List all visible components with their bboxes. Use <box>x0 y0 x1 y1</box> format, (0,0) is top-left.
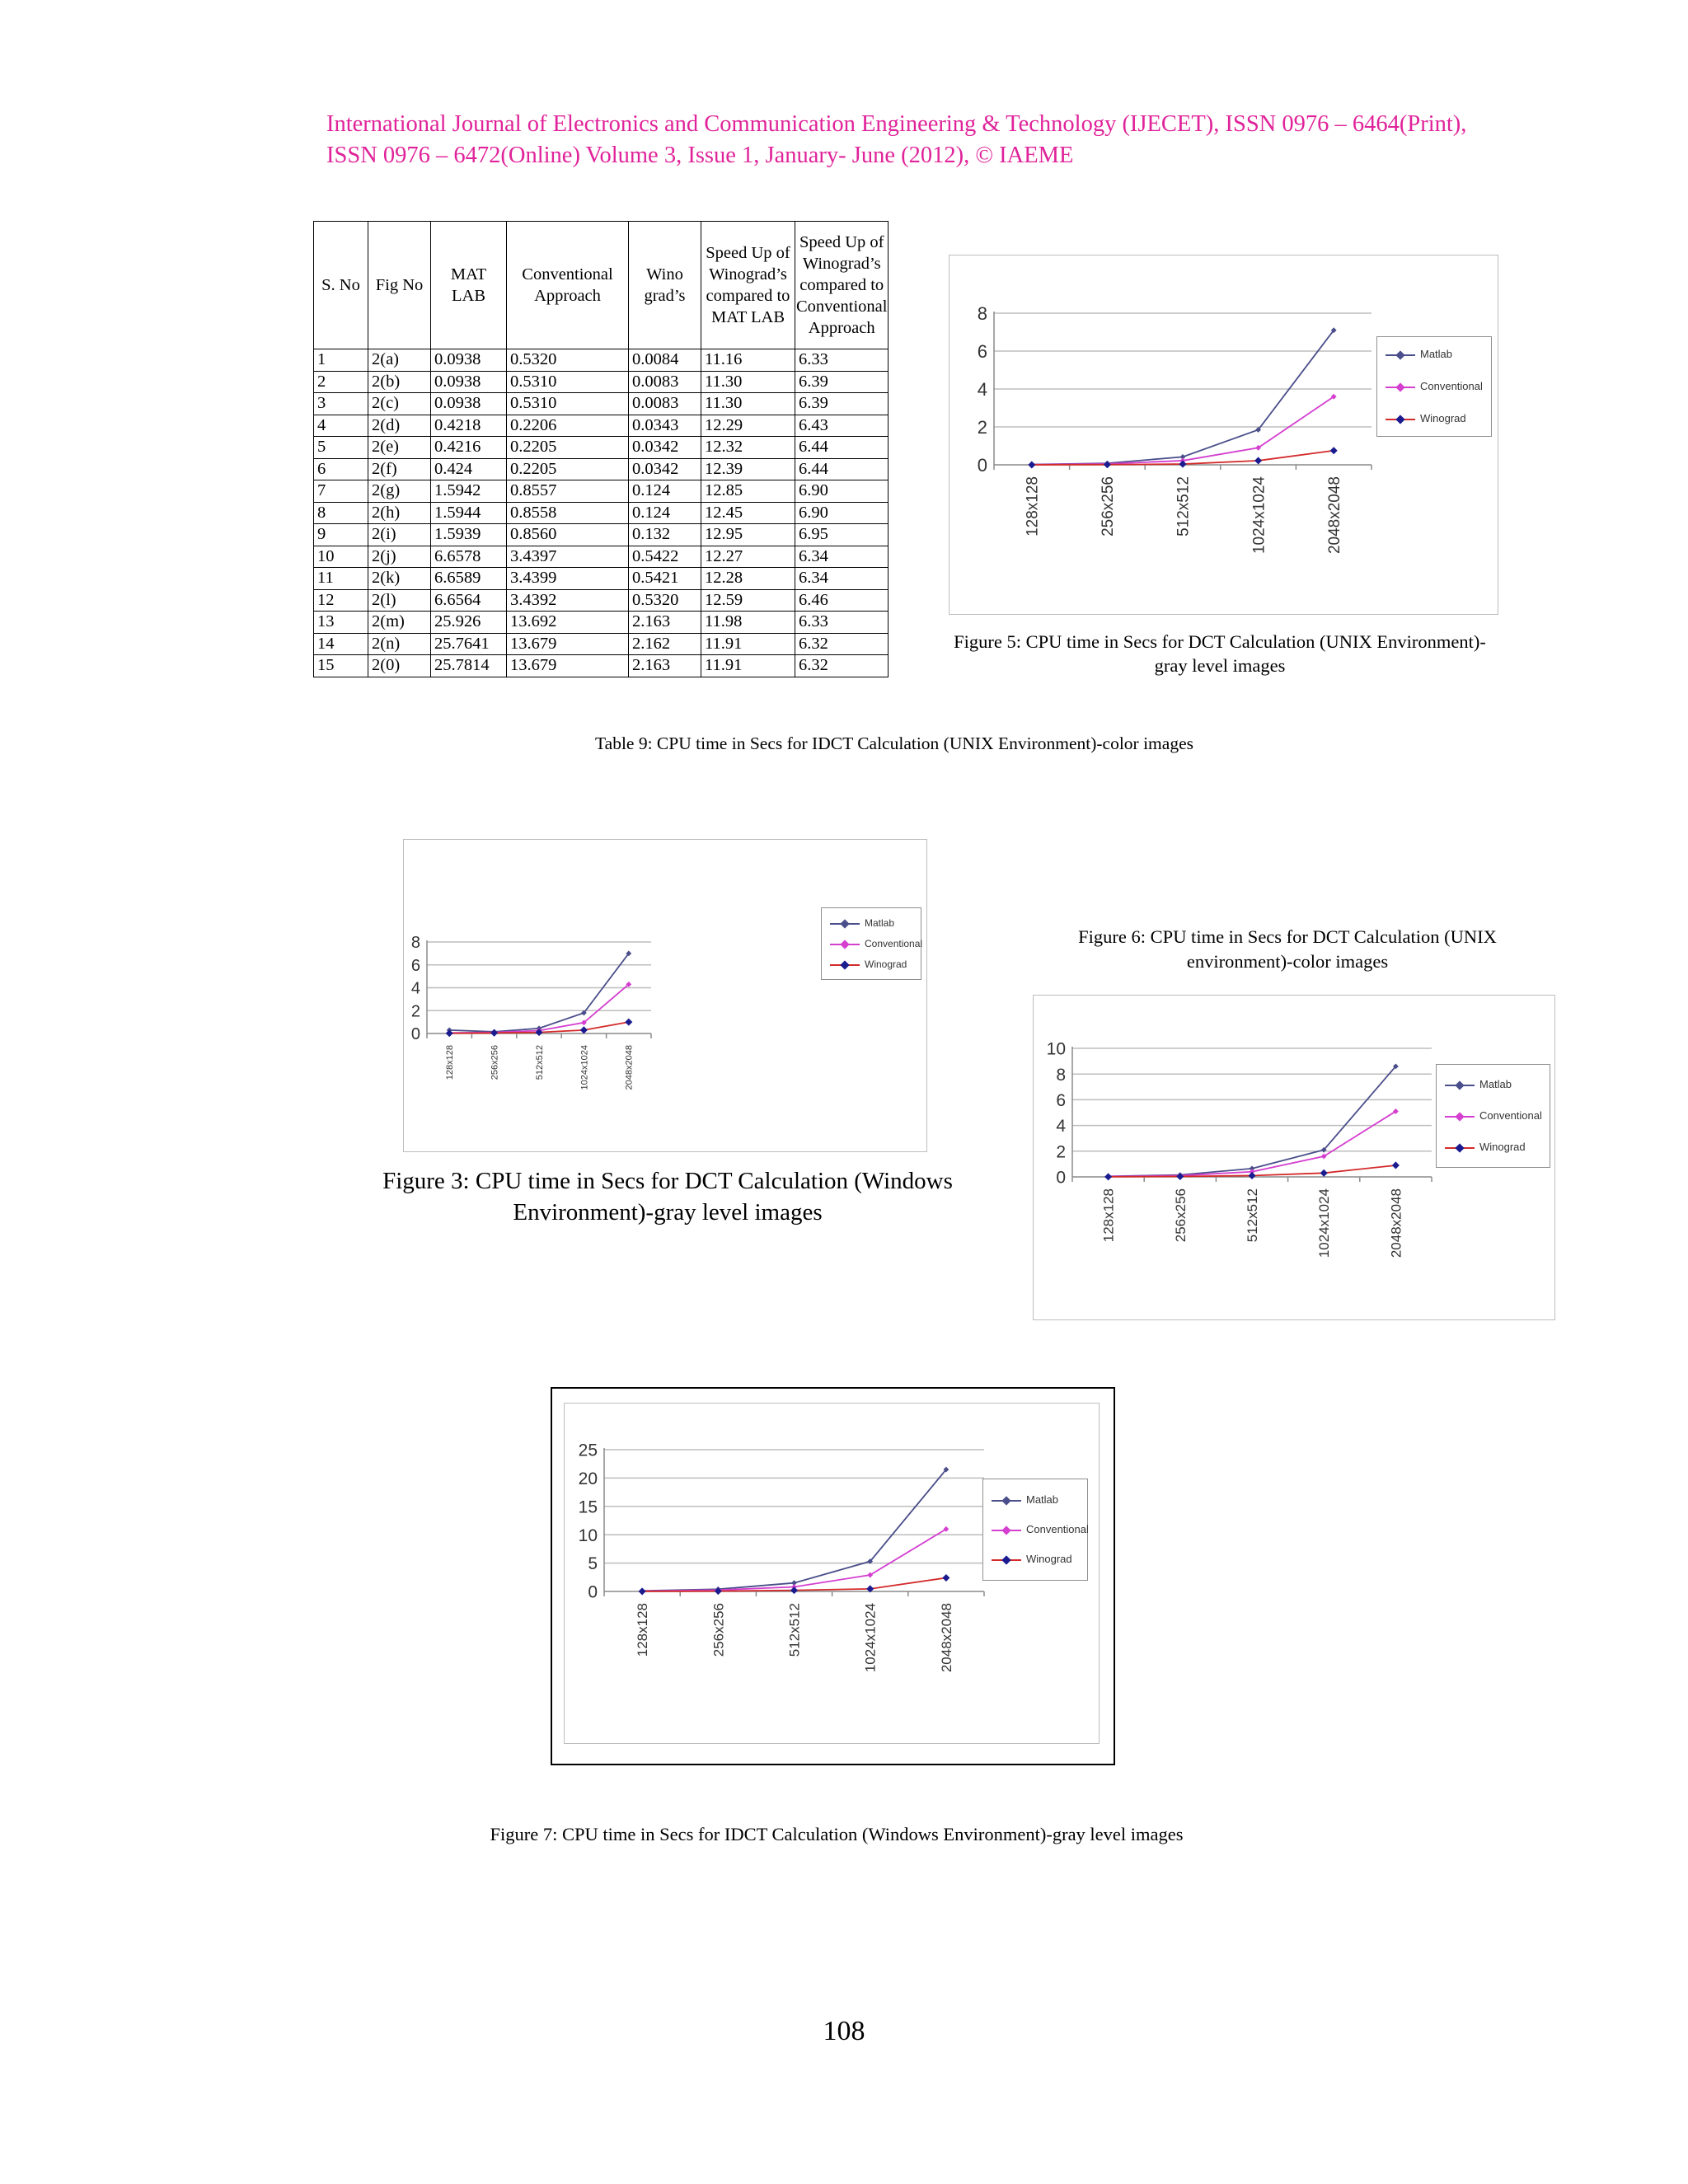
x-tick-label: 1024x1024 <box>579 1045 590 1090</box>
figure-6-caption: Figure 6: CPU time in Secs for DCT Calculation (UNIX environment)-color images <box>1078 926 1497 972</box>
table-cell: 0.124 <box>629 502 701 524</box>
table-cell: 2(d) <box>368 415 431 437</box>
table-row <box>314 415 889 437</box>
table-cell: 6.33 <box>795 349 889 372</box>
data-point <box>625 1019 632 1026</box>
table-cell: 6.44 <box>795 437 889 459</box>
table-cell: 12 <box>314 589 368 612</box>
table-cell: 12.29 <box>701 415 795 437</box>
page-number: 108 <box>823 2016 865 2046</box>
data-point <box>1330 447 1338 454</box>
figure-7-frame <box>564 1403 1100 1744</box>
table-cell: 0.132 <box>629 524 701 546</box>
figure-5-frame <box>949 255 1498 615</box>
table-cell: 6.39 <box>795 371 889 393</box>
table-cell: 0.8557 <box>507 480 629 503</box>
figure-5-legend <box>1376 336 1492 437</box>
figure-6-frame <box>1033 995 1555 1320</box>
table-cell: 11.98 <box>701 612 795 634</box>
table-header-cell: Conventional Approach <box>507 222 629 349</box>
table-cell: 2(e) <box>368 437 431 459</box>
legend-item <box>1377 411 1491 451</box>
table-cell: 13.692 <box>507 612 629 634</box>
table-cell: 0.2205 <box>507 437 629 459</box>
table-caption: Table 9: CPU time in Secs for IDCT Calculation (UNIX Environment)-color images <box>595 733 1193 753</box>
x-tick-label: 512x512 <box>786 1603 803 1657</box>
data-point <box>942 1574 950 1582</box>
table-cell: 13.679 <box>507 655 629 677</box>
figure-7-legend <box>982 1479 1088 1581</box>
table-cell: 0.8558 <box>507 502 629 524</box>
table-cell: 0.0083 <box>629 371 701 393</box>
table-cell: 0.0343 <box>629 415 701 437</box>
table-cell: 2.163 <box>629 655 701 677</box>
y-tick-label: 0 <box>977 454 987 476</box>
legend-item <box>1437 1140 1550 1179</box>
legend-label: Conventional <box>1479 1108 1542 1122</box>
table-cell: 25.7641 <box>431 633 507 655</box>
x-tick-label: 128x128 <box>1100 1188 1117 1243</box>
y-tick-label: 0 <box>410 1025 420 1044</box>
x-tick-label: 512x512 <box>1244 1188 1260 1243</box>
legend-marker-swatch <box>1455 1080 1464 1090</box>
table-cell: 0.0342 <box>629 458 701 480</box>
table-cell: 25.926 <box>431 612 507 634</box>
table-cell: 0.0938 <box>431 393 507 415</box>
table-cell: 5 <box>314 437 368 459</box>
x-tick-label: 2048x2048 <box>1325 476 1343 555</box>
table-cell: 2(j) <box>368 546 431 568</box>
table-cell: 0.5422 <box>629 546 701 568</box>
table-cell: 3 <box>314 393 368 415</box>
figure-6-legend <box>1436 1064 1550 1168</box>
y-tick-label: 20 <box>578 1469 598 1488</box>
y-tick-label: 15 <box>578 1497 598 1517</box>
table-cell: 2(i) <box>368 524 431 546</box>
table-cell: 0.0084 <box>629 349 701 372</box>
y-tick-label: 8 <box>977 302 987 324</box>
table-cell: 6.33 <box>795 612 889 634</box>
legend-label: Matlab <box>1420 347 1453 360</box>
data-point <box>639 1587 646 1595</box>
table-cell: 2.163 <box>629 612 701 634</box>
table-cell: 2(m) <box>368 612 431 634</box>
legend-label: Winograd <box>1420 411 1466 424</box>
x-tick-label: 512x512 <box>534 1045 545 1080</box>
x-tick-label: 1024x1024 <box>862 1603 879 1673</box>
legend-marker-swatch <box>1001 1496 1010 1505</box>
data-point <box>1104 1173 1112 1180</box>
legend-marker-swatch <box>840 919 849 928</box>
series-line-matlab <box>642 1469 946 1591</box>
table-cell: 12.59 <box>701 589 795 612</box>
table-cell: 11 <box>314 568 368 590</box>
table-header-row <box>314 222 889 349</box>
table-cell: 0.424 <box>431 458 507 480</box>
x-tick-label: 128x128 <box>1024 476 1042 537</box>
table-cell: 6.95 <box>795 524 889 546</box>
y-tick-label: 2 <box>1056 1142 1066 1162</box>
table-cell: 0.8560 <box>507 524 629 546</box>
table-cell: 6.32 <box>795 655 889 677</box>
data-point <box>1104 461 1111 468</box>
legend-label: Matlab <box>1479 1077 1512 1090</box>
table-cell: 1.5942 <box>431 480 507 503</box>
table-cell: 11.91 <box>701 633 795 655</box>
table-cell: 14 <box>314 633 368 655</box>
legend-label: Conventional <box>1026 1522 1089 1535</box>
table-row <box>314 546 889 568</box>
table-cell: 6.6589 <box>431 568 507 590</box>
table-row <box>314 349 889 372</box>
y-tick-label: 10 <box>578 1526 598 1545</box>
data-point <box>580 1026 588 1033</box>
data-point <box>1254 457 1262 464</box>
table-cell: 6.32 <box>795 633 889 655</box>
table-cell: 12.27 <box>701 546 795 568</box>
y-tick-label: 25 <box>578 1441 598 1460</box>
table-cell: 2(n) <box>368 633 431 655</box>
table-cell: 0.5320 <box>507 349 629 372</box>
table-cell: 2.162 <box>629 633 701 655</box>
table-cell: 2(a) <box>368 349 431 372</box>
y-tick-label: 4 <box>1056 1117 1066 1137</box>
y-tick-label: 6 <box>410 956 420 975</box>
table-header-cell: Wino grad’s <box>629 222 701 349</box>
table-cell: 12.45 <box>701 502 795 524</box>
table-cell: 0.0342 <box>629 437 701 459</box>
table-row <box>314 393 889 415</box>
table-cell: 13.679 <box>507 633 629 655</box>
x-tick-label: 256x256 <box>710 1603 727 1657</box>
table-cell: 1 <box>314 349 368 372</box>
table-cell: 0.5310 <box>507 393 629 415</box>
table-cell: 1.5939 <box>431 524 507 546</box>
figure-3-legend <box>821 907 921 980</box>
y-tick-label: 6 <box>1056 1090 1066 1110</box>
table-cell: 0.124 <box>629 480 701 503</box>
legend-label: Matlab <box>865 916 895 929</box>
legend-marker-swatch <box>1395 350 1404 359</box>
legend-label: Winograd <box>865 958 907 970</box>
table-cell: 6.44 <box>795 458 889 480</box>
table-cell: 2(g) <box>368 480 431 503</box>
table-cell: 11.91 <box>701 655 795 677</box>
x-tick-label: 128x128 <box>445 1045 456 1080</box>
data-point <box>1176 1173 1184 1180</box>
data-point <box>1392 1161 1400 1169</box>
y-tick-label: 4 <box>977 378 987 400</box>
table-cell: 3.4399 <box>507 568 629 590</box>
table-row <box>314 480 889 503</box>
figure-7-caption: Figure 7: CPU time in Secs for IDCT Calculation (Windows Environment)-gray level images <box>490 1824 1184 1844</box>
figure-3-caption: Figure 3: CPU time in Secs for DCT Calculation (Windows Environment)-gray level images <box>382 1168 953 1226</box>
table-cell: 6.46 <box>795 589 889 612</box>
table-cell: 25.7814 <box>431 655 507 677</box>
table-cell: 0.0938 <box>431 371 507 393</box>
series-line-matlab <box>1032 330 1334 465</box>
table-header-cell: MAT LAB <box>431 222 507 349</box>
table-cell: 0.4216 <box>431 437 507 459</box>
y-tick-label: 2 <box>410 1002 420 1021</box>
table-cell: 6.6564 <box>431 589 507 612</box>
data-point <box>1028 461 1035 468</box>
table-row <box>314 371 889 393</box>
table-header-cell: Speed Up of Winograd’s compared to MAT LAB <box>701 222 795 349</box>
table-cell: 3.4392 <box>507 589 629 612</box>
x-tick-label: 256x256 <box>1172 1188 1189 1243</box>
legend-label: Matlab <box>1026 1493 1059 1506</box>
y-tick-label: 5 <box>588 1554 598 1574</box>
series-line-matlab <box>1109 1066 1396 1176</box>
x-tick-label: 256x256 <box>490 1045 500 1080</box>
table-cell: 3.4397 <box>507 546 629 568</box>
x-tick-label: 1024x1024 <box>1250 476 1268 555</box>
table-cell: 12.39 <box>701 458 795 480</box>
table-cell: 10 <box>314 546 368 568</box>
table-cell: 9 <box>314 524 368 546</box>
legend-label: Winograd <box>1026 1552 1072 1565</box>
table-cell: 13 <box>314 612 368 634</box>
table-cell: 8 <box>314 502 368 524</box>
x-tick-label: 512x512 <box>1175 476 1193 537</box>
table-cell: 2(h) <box>368 502 431 524</box>
y-tick-label: 0 <box>588 1582 598 1602</box>
table-cell: 2(0) <box>368 655 431 677</box>
x-tick-label: 1024x1024 <box>1316 1188 1333 1258</box>
y-tick-label: 8 <box>1056 1065 1066 1085</box>
table-cell: 2(c) <box>368 393 431 415</box>
data-point <box>1320 1169 1328 1177</box>
table-row <box>314 655 889 677</box>
table-cell: 11.30 <box>701 393 795 415</box>
table-header-cell: Speed Up of Winograd’s compared to Conventional Approach <box>795 222 889 349</box>
data-point <box>490 1029 498 1037</box>
table-cell: 7 <box>314 480 368 503</box>
table-cell: 2(k) <box>368 568 431 590</box>
table-cell: 11.30 <box>701 371 795 393</box>
figure-3-frame <box>403 839 927 1152</box>
y-tick-label: 8 <box>410 934 420 953</box>
table-row <box>314 612 889 634</box>
table-cell: 6 <box>314 458 368 480</box>
y-tick-label: 2 <box>977 416 987 438</box>
table-row <box>314 633 889 655</box>
table-cell: 15 <box>314 655 368 677</box>
table-cell: 12.85 <box>701 480 795 503</box>
y-tick-label: 4 <box>410 979 420 998</box>
table-header-cell: Fig No <box>368 222 431 349</box>
table-row <box>314 589 889 612</box>
x-tick-label: 2048x2048 <box>938 1603 954 1673</box>
legend-label: Winograd <box>1479 1140 1526 1153</box>
table-cell: 0.2206 <box>507 415 629 437</box>
table-cell: 0.5320 <box>629 589 701 612</box>
table-cell: 12.32 <box>701 437 795 459</box>
table-row <box>314 437 889 459</box>
journal-header: International Journal of Electronics and Communication Engineering & Technology (IJECET), ISSN 0976 – 6464(Print), ISSN 0976 – 6472(Online) Volume 3, Issue 1, January- June (2012), © IAEME <box>326 111 1467 168</box>
figure-5-caption: Figure 5: CPU time in Secs for DCT Calculation (UNIX Environment)-gray level images <box>954 631 1486 676</box>
table-cell: 12.28 <box>701 568 795 590</box>
legend-item <box>822 958 921 985</box>
table-cell: 6.39 <box>795 393 889 415</box>
table-cell: 0.5421 <box>629 568 701 590</box>
table-cell: 11.16 <box>701 349 795 372</box>
table-row <box>314 524 889 546</box>
table-cell: 6.34 <box>795 546 889 568</box>
table-cell: 0.0083 <box>629 393 701 415</box>
table-cell: 2 <box>314 371 368 393</box>
table-cell: 6.34 <box>795 568 889 590</box>
table-cell: 2(l) <box>368 589 431 612</box>
table-row <box>314 568 889 590</box>
y-tick-label: 0 <box>1056 1168 1066 1188</box>
table-cell: 2(f) <box>368 458 431 480</box>
table-cell: 0.2205 <box>507 458 629 480</box>
legend-label: Conventional <box>865 937 923 949</box>
data-point <box>1248 1172 1255 1179</box>
table-cell: 4 <box>314 415 368 437</box>
table-cell: 6.90 <box>795 502 889 524</box>
figure-3-chart <box>404 840 926 1151</box>
table-row <box>314 502 889 524</box>
y-tick-label: 10 <box>1046 1039 1066 1059</box>
table-cell: 6.43 <box>795 415 889 437</box>
y-tick-label: 6 <box>977 340 987 362</box>
x-tick-label: 2048x2048 <box>1388 1188 1404 1258</box>
x-tick-label: 128x128 <box>635 1603 651 1657</box>
table-header-cell: S. No <box>314 222 368 349</box>
table-cell: 12.95 <box>701 524 795 546</box>
table-cell: 1.5944 <box>431 502 507 524</box>
table-cell: 6.90 <box>795 480 889 503</box>
table-cell: 0.5310 <box>507 371 629 393</box>
cpu-time-table <box>313 221 889 677</box>
table-row <box>314 458 889 480</box>
legend-label: Conventional <box>1420 379 1483 392</box>
table-cell: 0.4218 <box>431 415 507 437</box>
legend-item <box>983 1552 1087 1589</box>
table-cell: 0.0938 <box>431 349 507 372</box>
table-cell: 6.6578 <box>431 546 507 568</box>
figure-7-outer-frame <box>551 1387 1115 1765</box>
x-tick-label: 256x256 <box>1100 476 1118 537</box>
table-cell: 2(b) <box>368 371 431 393</box>
x-tick-label: 2048x2048 <box>624 1045 635 1090</box>
table-body <box>314 349 889 677</box>
